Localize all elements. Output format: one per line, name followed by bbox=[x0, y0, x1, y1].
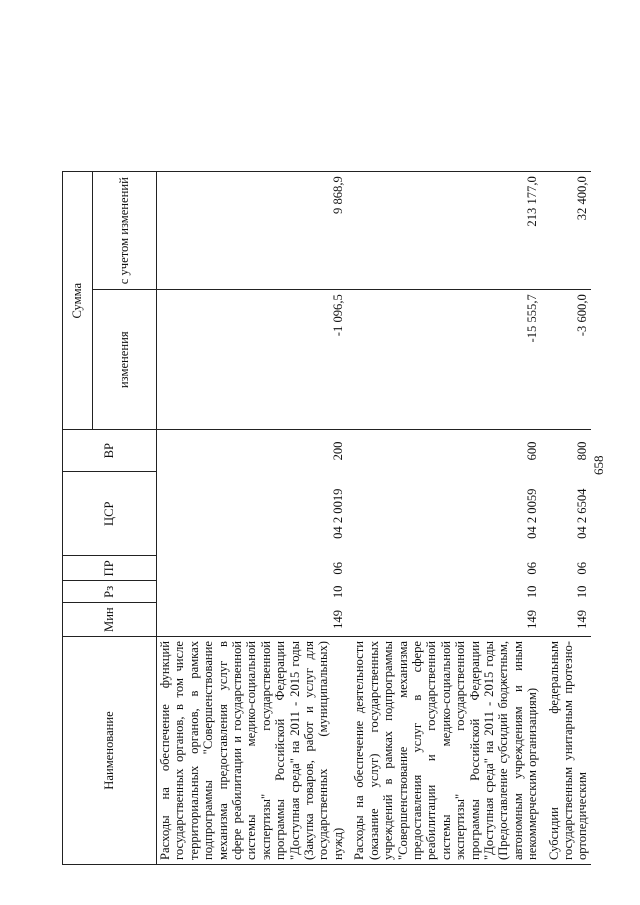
page-number: 658 bbox=[591, 455, 606, 475]
header-pr: ПР bbox=[63, 556, 157, 581]
row-rz: 10 bbox=[525, 585, 540, 599]
row-csr: 04 2 0019 bbox=[330, 488, 345, 539]
row-rz: 10 bbox=[330, 585, 345, 599]
row-min: 149 bbox=[346, 603, 540, 637]
row-vr: 600 bbox=[346, 430, 540, 472]
table-row bbox=[346, 172, 540, 865]
header-min: Мин bbox=[63, 603, 157, 637]
row-change: -3 600,0 bbox=[541, 290, 591, 430]
row-min: 149 bbox=[157, 603, 347, 637]
header-name: Наименование bbox=[63, 637, 157, 865]
row-pr: 06 bbox=[330, 561, 345, 575]
row-change: -1 096,5 bbox=[157, 290, 347, 430]
budget-table bbox=[62, 171, 591, 865]
row-vr: 200 bbox=[157, 430, 347, 472]
row-vr: 800 bbox=[541, 430, 591, 472]
header-vr: ВР bbox=[63, 430, 157, 472]
table-row bbox=[541, 172, 591, 865]
row-change: -15 555,7 bbox=[346, 290, 540, 430]
row-pr: 06 bbox=[525, 561, 540, 575]
row-with-change: 9 868,9 bbox=[157, 172, 347, 290]
row-csr: 04 2 0059 bbox=[525, 488, 540, 539]
row-pr: 06 bbox=[575, 561, 590, 575]
row-min: 149 bbox=[541, 603, 591, 637]
row-csr: 04 2 6504 bbox=[575, 488, 590, 539]
row-with-change: 213 177,0 bbox=[346, 172, 540, 290]
row-name: Расходы на обеспечение функций государственных органов, в том числе территориальных органов, в рамках подпрограммы "Совершенствование механизма предоставления услуг в сфере реабилитации и государственной системы медико-социальной экспертизы" государственной программы Российской Федерации "Доступная среда" на 2011 - 2015 годы (Закупка товаров, работ и услуг для государственных (муниципальных) нужд) bbox=[157, 637, 347, 865]
header-rz: Рз bbox=[63, 581, 157, 603]
row-name: Субсидии федеральным государственным унитарным протезно-ортопедическим bbox=[541, 637, 591, 865]
header-sum: Сумма bbox=[63, 172, 93, 430]
header-csr: ЦСР bbox=[63, 472, 157, 556]
table-row bbox=[157, 172, 347, 865]
header-with-change: с учетом изменений bbox=[93, 172, 157, 290]
header-change: изменения bbox=[93, 290, 157, 430]
row-name: Расходы на обеспечение деятельности (оказание услуг) государственных учреждений в рамках подпрограммы "Совершенствование механизма предоставления услуг в сфере реабилитации и государственной системы медико-социальной экспертизы" государственной программы Российской Федерации "Доступная среда" на 2011 - 2015 годы (Предоставление субсидий бюджетным, автономным учреждениям и иным некоммерческим организациям) bbox=[346, 637, 540, 865]
row-with-change: 32 400,0 bbox=[541, 172, 591, 290]
row-rz: 10 bbox=[575, 585, 590, 599]
